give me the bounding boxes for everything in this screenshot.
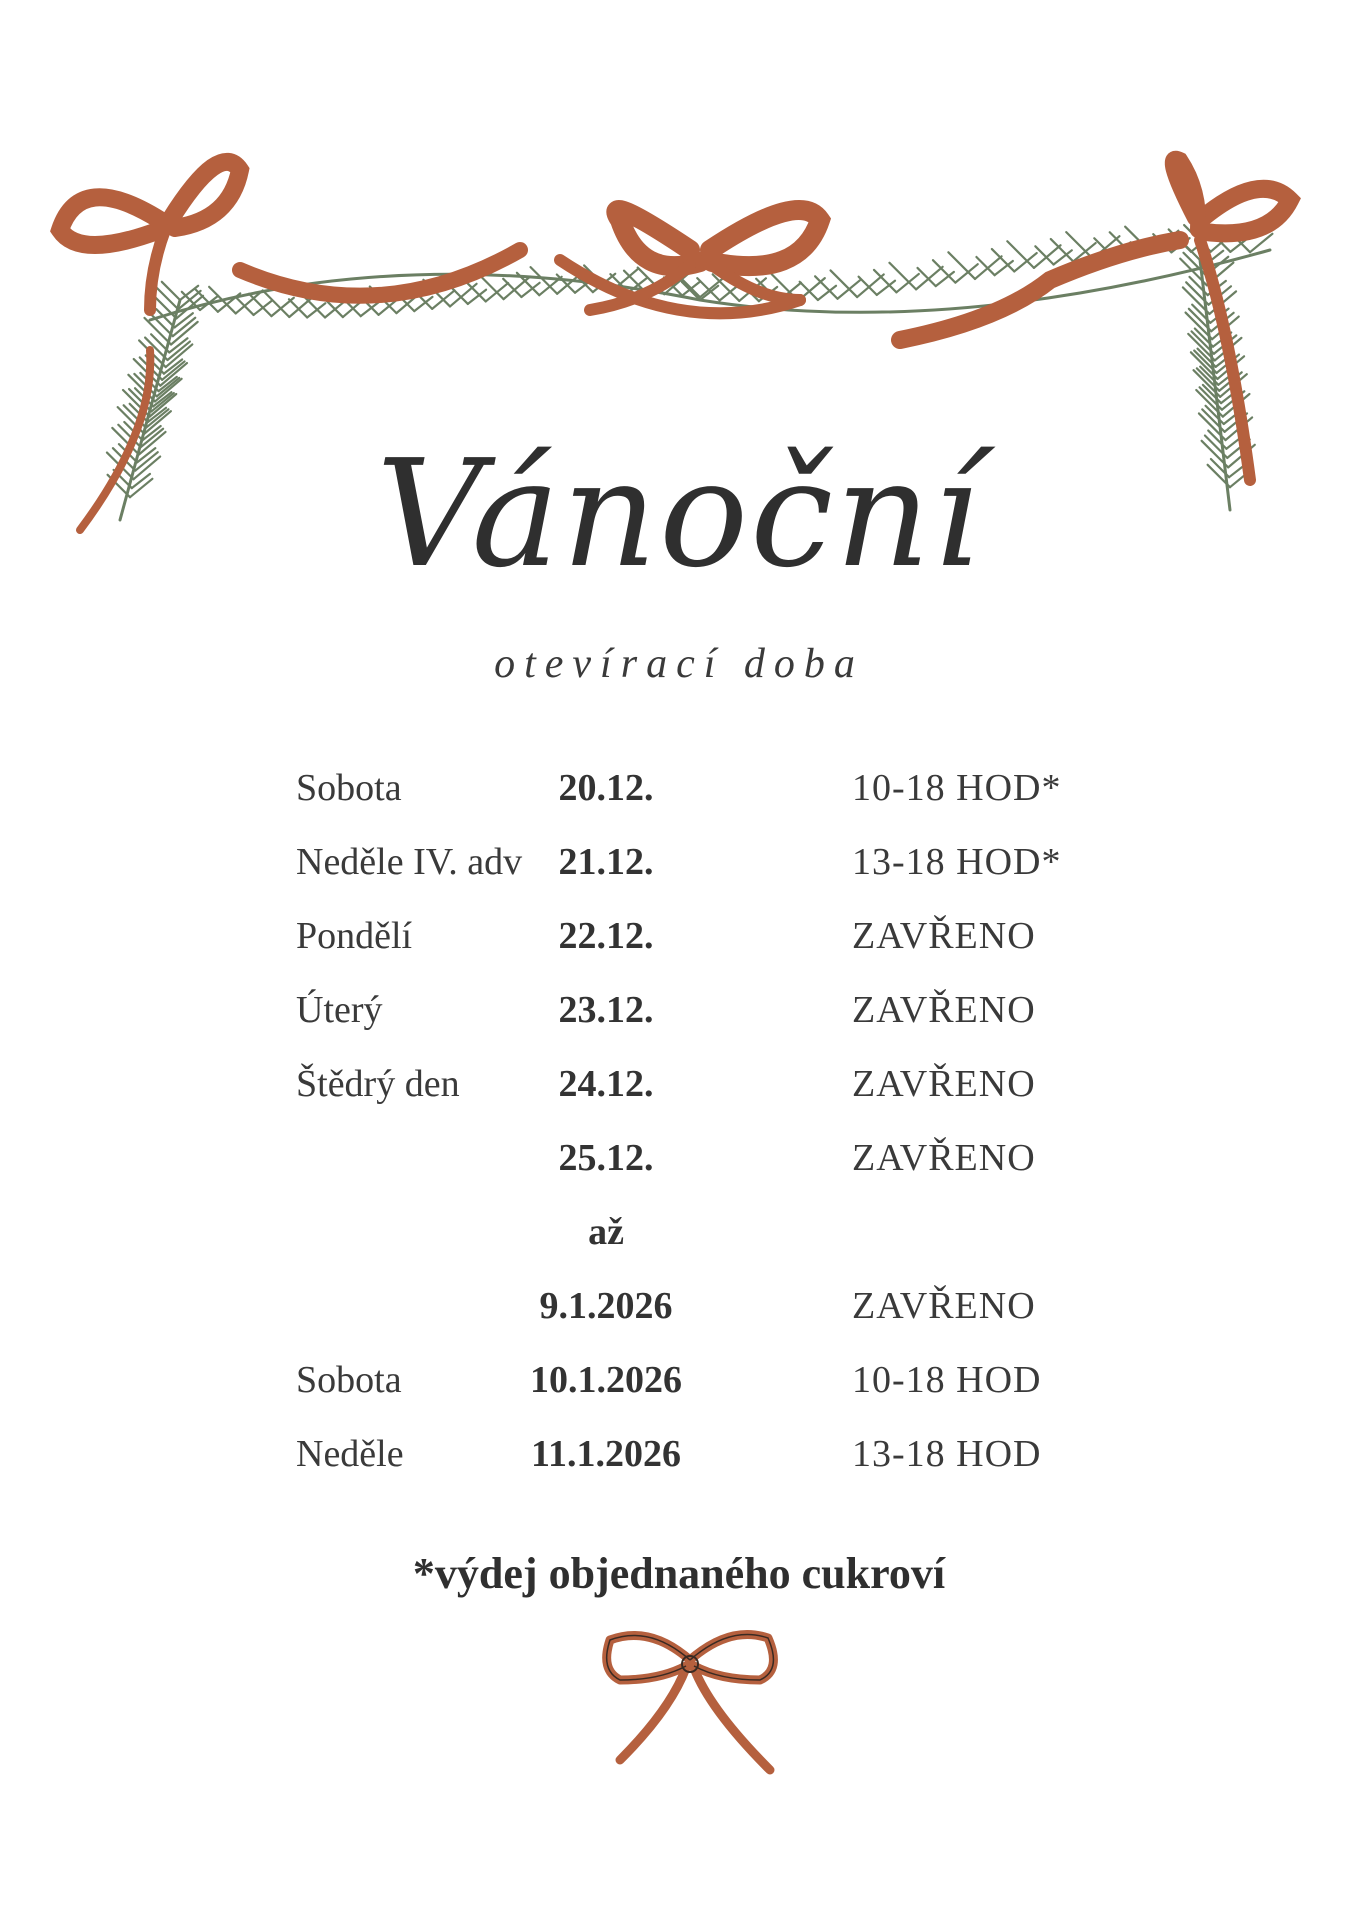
schedule-day: Štědrý den (296, 1063, 460, 1105)
pine-needle (156, 287, 178, 309)
schedule-date: 21.12. (558, 841, 654, 883)
pine-needle (976, 257, 994, 275)
pine-needle (503, 279, 521, 297)
schedule-day: Neděle IV. adv (296, 841, 523, 883)
schedule-row (296, 1128, 1096, 1202)
schedule-row (296, 1424, 1096, 1498)
schedule-row (296, 832, 1096, 906)
schedule-date: 9.1.2026 (539, 1285, 673, 1327)
schedule-date: 24.12. (558, 1063, 654, 1105)
schedule-date: 22.12. (558, 915, 654, 957)
schedule-hours: 13-18 HOD* (852, 841, 1062, 883)
pine-needle (218, 293, 240, 311)
pine-needle (557, 275, 575, 293)
schedule-row (296, 906, 1096, 980)
schedule-day: Sobota (296, 767, 402, 809)
pine-needle (162, 361, 184, 379)
page-title: Vánoční (376, 428, 982, 600)
schedule-range-separator: až (588, 1211, 624, 1253)
schedule-day: Pondělí (296, 915, 413, 957)
schedule-hours: ZAVŘENO (852, 1137, 1036, 1179)
pine-needle (889, 263, 916, 290)
schedule-hours: ZAVŘENO (852, 1285, 1036, 1327)
pine-needle (504, 277, 531, 300)
schedule-hours: 13-18 HOD (852, 1433, 1042, 1475)
ribbon-bow-icon (590, 1620, 790, 1780)
pine-needle (948, 252, 975, 279)
pine-needle (361, 302, 379, 316)
cookie-pickup-note: *výdej objednaného cukroví (412, 1549, 946, 1598)
schedule-day: Neděle (296, 1433, 404, 1475)
schedule-row (296, 1202, 1096, 1276)
pine-needle (175, 313, 193, 327)
schedule-date: 10.1.2026 (530, 1359, 682, 1401)
schedule-hours: ZAVŘENO (852, 989, 1036, 1031)
schedule-day: Úterý (296, 989, 383, 1031)
schedule-row (296, 758, 1096, 832)
schedule-row (296, 980, 1096, 1054)
schedule-date: 23.12. (558, 989, 654, 1031)
pine-needle (1066, 232, 1093, 259)
schedule-row (296, 1350, 1096, 1424)
opening-hours-schedule (296, 758, 1096, 1498)
pine-needle (1035, 246, 1053, 264)
schedule-row (296, 1276, 1096, 1350)
schedule-hours: 10-18 HOD* (852, 767, 1062, 809)
schedule-hours: 10-18 HOD (852, 1359, 1042, 1401)
pine-needle (1189, 277, 1207, 295)
schedule-date: 11.1.2026 (531, 1433, 681, 1475)
pine-needle (162, 282, 180, 300)
schedule-hours: ZAVŘENO (852, 1063, 1036, 1105)
pine-needle (166, 344, 193, 367)
pine-needle (1007, 241, 1034, 268)
schedule-hours: ZAVŘENO (852, 915, 1036, 957)
pine-needle (918, 268, 936, 286)
schedule-date: 20.12. (558, 767, 654, 809)
page-subtitle: otevírací doba (494, 641, 864, 687)
schedule-date: 25.12. (558, 1137, 654, 1179)
schedule-day: Sobota (296, 1359, 402, 1401)
schedule-row (296, 1054, 1096, 1128)
